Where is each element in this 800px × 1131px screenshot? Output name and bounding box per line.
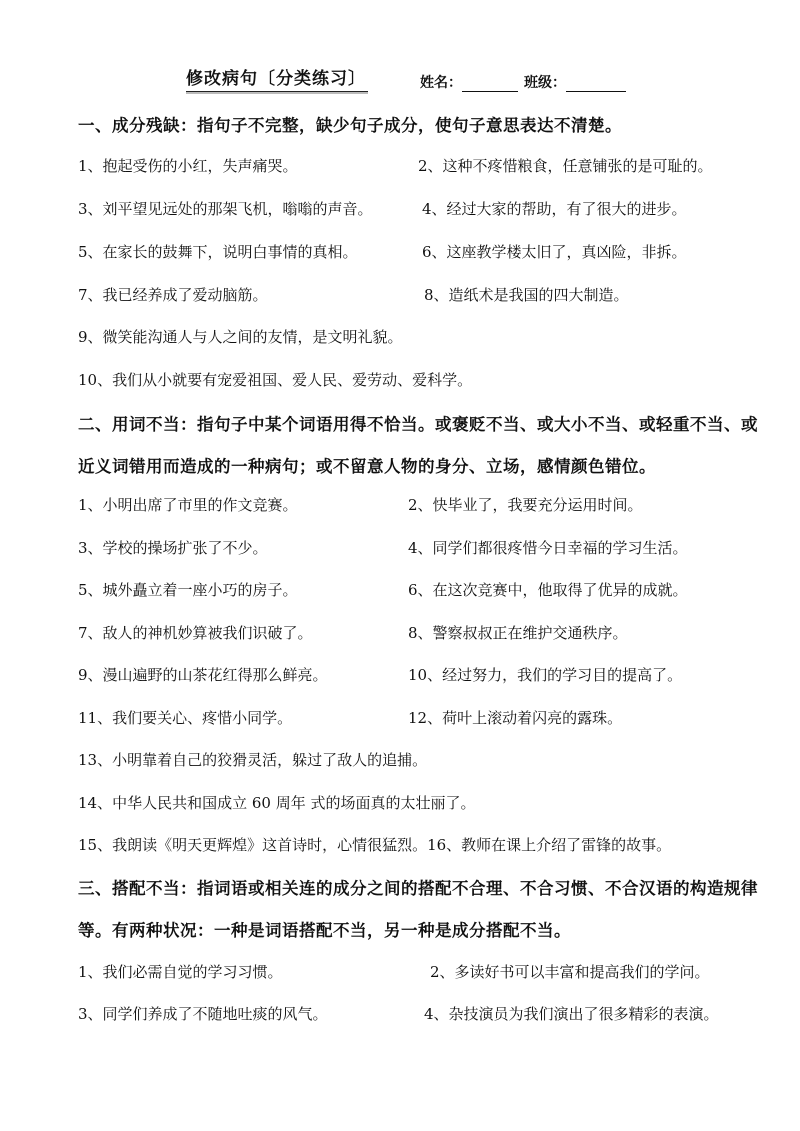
name-blank[interactable]: [462, 77, 518, 92]
exercise-item: 6、这座教学楼太旧了，真凶险，非拆。: [422, 243, 687, 261]
exercise-item: 11、我们要关心、疼惜小同学。: [78, 709, 293, 727]
class-blank[interactable]: [566, 77, 626, 92]
section3-heading: 三、搭配不当：指词语或相关连的成分之间的搭配不合理、不合习惯、不合汉语的构造规律: [78, 879, 758, 898]
exercise-item: 2、多读好书可以丰富和提高我们的学问。: [430, 963, 710, 981]
exercise-item: 9、漫山遍野的山茶花红得那么鲜亮。: [78, 666, 328, 684]
exercise-item: 14、中华人民共和国成立 60 周年 式的场面真的太壮丽了。: [78, 794, 476, 812]
exercise-item: 4、经过大家的帮助，有了很大的进步。: [422, 200, 687, 218]
section1-heading: 一、成分残缺：指句子不完整，缺少句子成分，使句子意思表达不清楚。: [78, 116, 622, 135]
exercise-item: 5、城外矗立着一座小巧的房子。: [78, 581, 298, 599]
exercise-item: 6、在这次竞赛中，他取得了优异的成就。: [408, 581, 688, 599]
exercise-item: 7、我已经养成了爱动脑筋。: [78, 286, 268, 304]
name-label: 姓名：: [420, 75, 462, 91]
exercise-item: 4、杂技演员为我们演出了很多精彩的表演。: [424, 1005, 719, 1023]
exercise-item: 4、同学们都很疼惜今日幸福的学习生活。: [408, 539, 688, 557]
exercise-item: 10、经过努力，我们的学习目的提高了。: [408, 666, 683, 684]
exercise-item: 13、小明靠着自己的狡猾灵活，躲过了敌人的追捕。: [78, 751, 428, 769]
exercise-item: 10、我们从小就要有宠爱祖国、爱人民、爱劳动、爱科学。: [78, 371, 473, 389]
section2-heading: 二、用词不当：指句子中某个词语用得不恰当。或褒贬不当、或大小不当、或轻重不当、或: [78, 415, 758, 434]
exercise-item: 15、我朗读《明天更辉煌》这首诗时，心情很猛烈。16、教师在课上介绍了雷锋的故事。: [78, 836, 672, 854]
exercise-item: 7、敌人的神机妙算被我们识破了。: [78, 624, 313, 642]
student-info-fields: [420, 72, 626, 92]
exercise-item: 2、快毕业了，我要充分运用时间。: [408, 496, 643, 514]
worksheet-title: 修改病句〔分类练习〕: [186, 64, 368, 92]
exercise-item: 8、造纸术是我国的四大制造。: [424, 286, 629, 304]
exercise-item: 12、荷叶上滚动着闪亮的露珠。: [408, 709, 623, 727]
exercise-item: 3、同学们养成了不随地吐痰的风气。: [78, 1005, 328, 1023]
exercise-item: 5、在家长的鼓舞下，说明白事情的真相。: [78, 243, 358, 261]
exercise-item: 9、微笑能沟通人与人之间的友情，是文明礼貌。: [78, 328, 403, 346]
exercise-item: 2、这种不疼惜粮食，任意铺张的是可耻的。: [418, 157, 713, 175]
exercise-item: 1、抱起受伤的小红，失声痛哭。: [78, 157, 298, 175]
class-label: 班级：: [524, 75, 566, 91]
exercise-item: 3、刘平望见远处的那架飞机，嗡嗡的声音。: [78, 200, 373, 218]
section3-heading-cont: 等。有两种状况：一种是词语搭配不当，另一种是成分搭配不当。: [78, 921, 571, 940]
exercise-item: 1、小明出席了市里的作文竞赛。: [78, 496, 298, 514]
exercise-item: 8、警察叔叔正在维护交通秩序。: [408, 624, 628, 642]
section2-heading-cont: 近义词错用而造成的一种病句；或不留意人物的身分、立场，感情颜色错位。: [78, 457, 656, 476]
exercise-item: 3、学校的操场扩张了不少。: [78, 539, 268, 557]
exercise-item: 1、我们必需自觉的学习习惯。: [78, 963, 283, 981]
